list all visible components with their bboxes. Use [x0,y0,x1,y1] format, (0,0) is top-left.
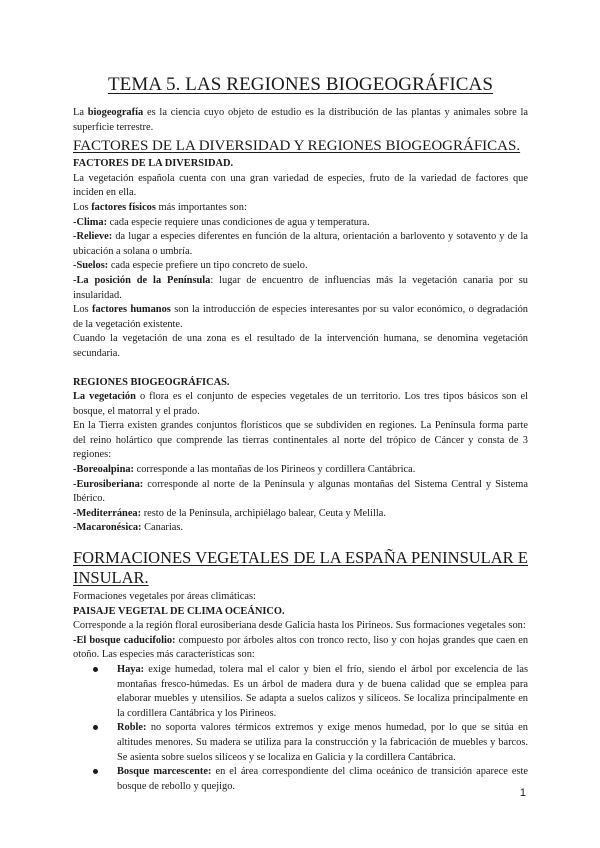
factores-humanos-pre: Los [73,304,92,316]
factores-p2-post: más importantes son: [155,201,247,213]
region-macaronesica-term: -Macaronésica: [73,522,142,534]
list-item-term: Haya: [117,664,145,675]
intro-paragraph [73,106,528,135]
list-item [117,765,528,794]
factores-p1: La vegetación española cuenta con una gran variedad de especies, fruto de la variedad de factores que inciden en ella. [73,172,528,199]
species-list [73,663,528,794]
factor-relieve-term: -Relieve: [73,231,113,243]
list-item [117,663,528,721]
factor-posicion-text: : lugar de encuentro de influencias más la vegetación canaria por su insularidad. [73,274,528,301]
factor-suelos-text: cada especie prefiere un tipo concreto de suelo. [108,260,308,272]
regiones-vegetacion [73,390,528,419]
section1-heading: FACTORES DE LA DIVERSIDAD Y REGIONES BIOGEOGRÁFICAS. [73,138,521,155]
region-boreoalpina [73,463,528,478]
section2-intro: Formaciones vegetales por áreas climáticas: [73,591,256,603]
factor-clima-text: cada especie requiere unas condiciones de agua y temperatura. [107,216,370,228]
region-mediterranea-text: resto de la Península, archipiélago balear, Ceuta y Melilla. [141,507,386,519]
list-item-text: en el área correspondiente del clima oceánico de transición aparece este bosque de rebollo y quejigo. [117,766,528,792]
region-eurosiberiana-term: -Eurosiberiana: [73,478,144,490]
factor-clima [73,216,528,231]
factores-subheading: FACTORES DE LA DIVERSIDAD. [73,158,234,170]
list-item [117,721,528,765]
paisaje-heading: PAISAJE VEGETAL DE CLIMA OCEÁNICO. [73,605,285,617]
list-item-text: no soporta valores térmicos extremos y exige menos humedad, por lo que se sitúa en altitudes menores. Su madera se utiliza para la construcción y la fabricación de muebles y barcos. Se asienta sobre suelos silíceos y se localiza en Galicia y la cordillera Cantábrica. [117,722,528,763]
factor-relieve-text: da lugar a especies diferentes en función de la altura, orientación a barlovento y sotavento y de la ubicación a solana o umbría. [73,231,528,257]
region-boreoalpina-term: -Boreoalpina: [73,464,134,476]
list-item-text: exige humedad, tolera mal el calor y bien el frío, siendo el árbol por excelencia de las montañas fresco-húmedas. Es un árbol de madera dura y de buena calidad que se emplea para elaborar muebles y utensilios. Se adapta a suelos calizos y silíceos. Se localiza principalmente en la cordillera Cantábrica y los Pirineos. [117,664,528,719]
region-eurosiberiana [73,478,528,507]
paisaje-p1: Corresponde a la región floral eurosiberiana desde Galicia hasta los Pirineos. Sus formaciones vegetales son: [73,620,526,632]
factor-relieve [73,230,528,259]
regiones-p2: En la Tierra existen grandes conjuntos florísticos que se subdividen en regiones. La Península forma parte del reino holártico que comprende las tierras continentales al norte del trópico de Cáncer y consta de 3 regiones: [73,420,528,461]
region-boreoalpina-text: corresponde a las montañas de los Pirineos y cordillera Cantábrica. [134,464,416,476]
list-item-term: Roble: [117,722,147,734]
bullet-icon [93,667,98,672]
bullet-icon [93,769,98,774]
spacer [73,362,528,376]
bullet-icon [93,725,98,730]
factores-humanos-text: son la introducción de especies interesantes por su valor económico, o degradación de la vegetación existente. [73,304,529,330]
page-title: TEMA 5. LAS REGIONES BIOGEOGRÁFICAS [107,74,494,95]
factor-suelos-term: -Suelos: [73,260,109,272]
factores-p2 [73,201,528,216]
factor-posicion-term: -La posición de la Península [73,274,211,286]
bosque-caducifolio [73,634,528,663]
region-mediterranea-term: -Mediterránea: [73,507,142,519]
regiones-vegetacion-text: o flora es el conjunto de especies vegetales de un territorio. Los tres tipos básicos son el bosque, el matorral y el prado. [73,391,528,417]
factores-p2-term: factores físicos [91,201,156,213]
regiones-vegetacion-term: La vegetación [73,391,136,403]
bosque-caducifolio-text: compuesto por árboles altos con tronco recto, liso y con hojas grandes que caen en otoño. Las especies más características son: [73,634,529,661]
intro-post: es la ciencia cuyo objeto de estudio es la distribución de las plantas y animales sobre la superficie terrestre. [73,107,528,133]
region-mediterranea [73,507,528,522]
region-eurosiberiana-text: corresponde al norte de la Península y algunas montañas del Sistema Central y Sistema Ibérico. [73,478,528,505]
intro-pre: La [73,107,88,118]
bosque-caducifolio-term: -El bosque caducifolio: [73,634,176,646]
factor-posicion [73,274,528,303]
region-macaronesica [73,521,528,536]
page-number: 1 [519,787,526,799]
factores-humanos [73,303,528,332]
factores-p2-pre: Los [73,201,92,213]
section2-heading: FORMACIONES VEGETALES DE LA ESPAÑA PENINSULAR E INSULAR. [73,548,528,588]
intro-term: biogeografía [87,107,144,118]
factores-final: Cuando la vegetación de una zona es el resultado de la intervención humana, se denomina vegetación secundaria. [73,333,528,359]
factor-clima-term: -Clima: [73,216,108,228]
factor-suelos [73,259,528,274]
regiones-subheading: REGIONES BIOGEOGRÁFICAS. [73,376,230,388]
factores-humanos-term: factores humanos [91,304,171,316]
list-item-term: Bosque marcescente: [117,766,212,778]
region-macaronesica-text: Canarias. [141,522,184,534]
